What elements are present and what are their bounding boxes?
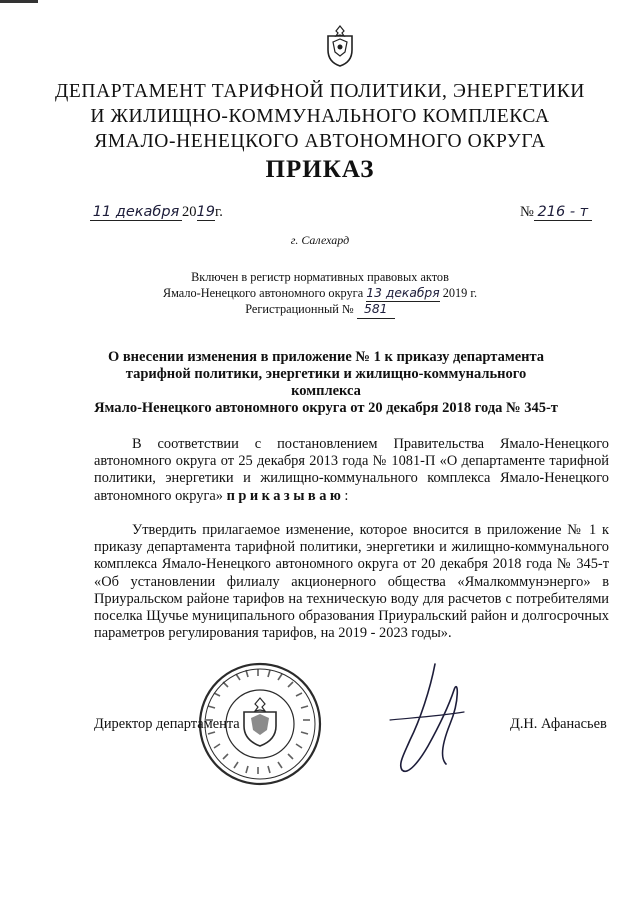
order-year-handwritten: 19 — [196, 204, 215, 220]
body-paragraph-1-end: : — [344, 487, 349, 504]
registry-line-2 — [140, 286, 500, 303]
order-number-handwritten: 216 - т — [534, 204, 592, 221]
registry-number-label: Регистрационный № — [245, 302, 354, 316]
department-line-2: И ЖИЛИЩНО-КОММУНАЛЬНОГО КОМПЛЕКСА — [90, 106, 550, 127]
order-date — [90, 204, 223, 221]
order-number-sign: № — [520, 204, 534, 220]
order-city: г. Салехард — [290, 233, 350, 247]
order-year-prefix: 20 — [182, 204, 197, 220]
registry-region: Ямало-Ненецкого автономного округа — [162, 285, 364, 300]
registry-year: 2019 г. — [442, 285, 478, 300]
registry-date-handwritten: 13 декабря — [366, 286, 439, 303]
body-paragraph-2: Утвердить прилагаемое изменение, которое вносится в приложение № 1 к приказу департамента тарифной политики, энергетики и жилищно-коммунального комплекса Ямало-Ненецкого автономного округа от 20 декабря 2018 года № 345-т «Об установлении филиалу акционерного общества «Ямалкоммунэнерго» в Приуральском районе тарифов на техническую воду для расчетов с потребителями поселка Щучье муниципального образования Приуральский район и долгосрочных параметров регулирования тарифов, на 2019 - 2023 годы». — [94, 522, 609, 642]
signer-position: Директор департамента — [94, 716, 240, 732]
order-number — [520, 204, 592, 221]
department-name — [40, 79, 600, 154]
document-type-title: ПРИКАЗ — [265, 156, 375, 183]
subject-line-2: тарифной политики, энергетики и жилищно-коммунального комплекса — [125, 366, 527, 399]
department-line-3: ЯМАЛО-НЕНЕЦКОГО АВТОНОМНОГО ОКРУГА — [94, 131, 546, 152]
registry-number-handwritten: 581 — [357, 302, 395, 319]
handwritten-signature-icon — [380, 660, 470, 780]
order-subject — [92, 349, 560, 417]
department-line-1: ДЕПАРТАМЕНТ ТАРИФНОЙ ПОЛИТИКИ, ЭНЕРГЕТИКИ — [55, 81, 585, 102]
order-keyword: приказываю — [226, 487, 345, 504]
coat-of-arms-icon — [324, 24, 356, 68]
order-year-mark: г. — [214, 204, 223, 220]
body-paragraph-1 — [94, 436, 609, 505]
body-paragraph-1-text: В соответствии с постановлением Правительства Ямало-Ненецкого автономного округа от 25 декабря 2013 года № 1081-П «О департаменте тарифной политики, энергетики и жилищно-коммунального комплекса Ямало-Ненецкого автономного округа» — [94, 436, 609, 504]
registry-line-3 — [140, 302, 500, 319]
order-date-handwritten: 11 декабря — [90, 204, 182, 221]
subject-line-1: О внесении изменения в приложение № 1 к приказу департамента — [107, 349, 545, 365]
registry-line-1: Включен в регистр нормативных правовых актов — [191, 270, 449, 284]
subject-line-3: Ямало-Ненецкого автономного округа от 20 декабря 2018 года № 345-т — [94, 400, 558, 416]
signer-name: Д.Н. Афанасьев — [510, 716, 607, 732]
registry-block — [140, 270, 500, 319]
scan-corner-mark — [0, 0, 38, 3]
